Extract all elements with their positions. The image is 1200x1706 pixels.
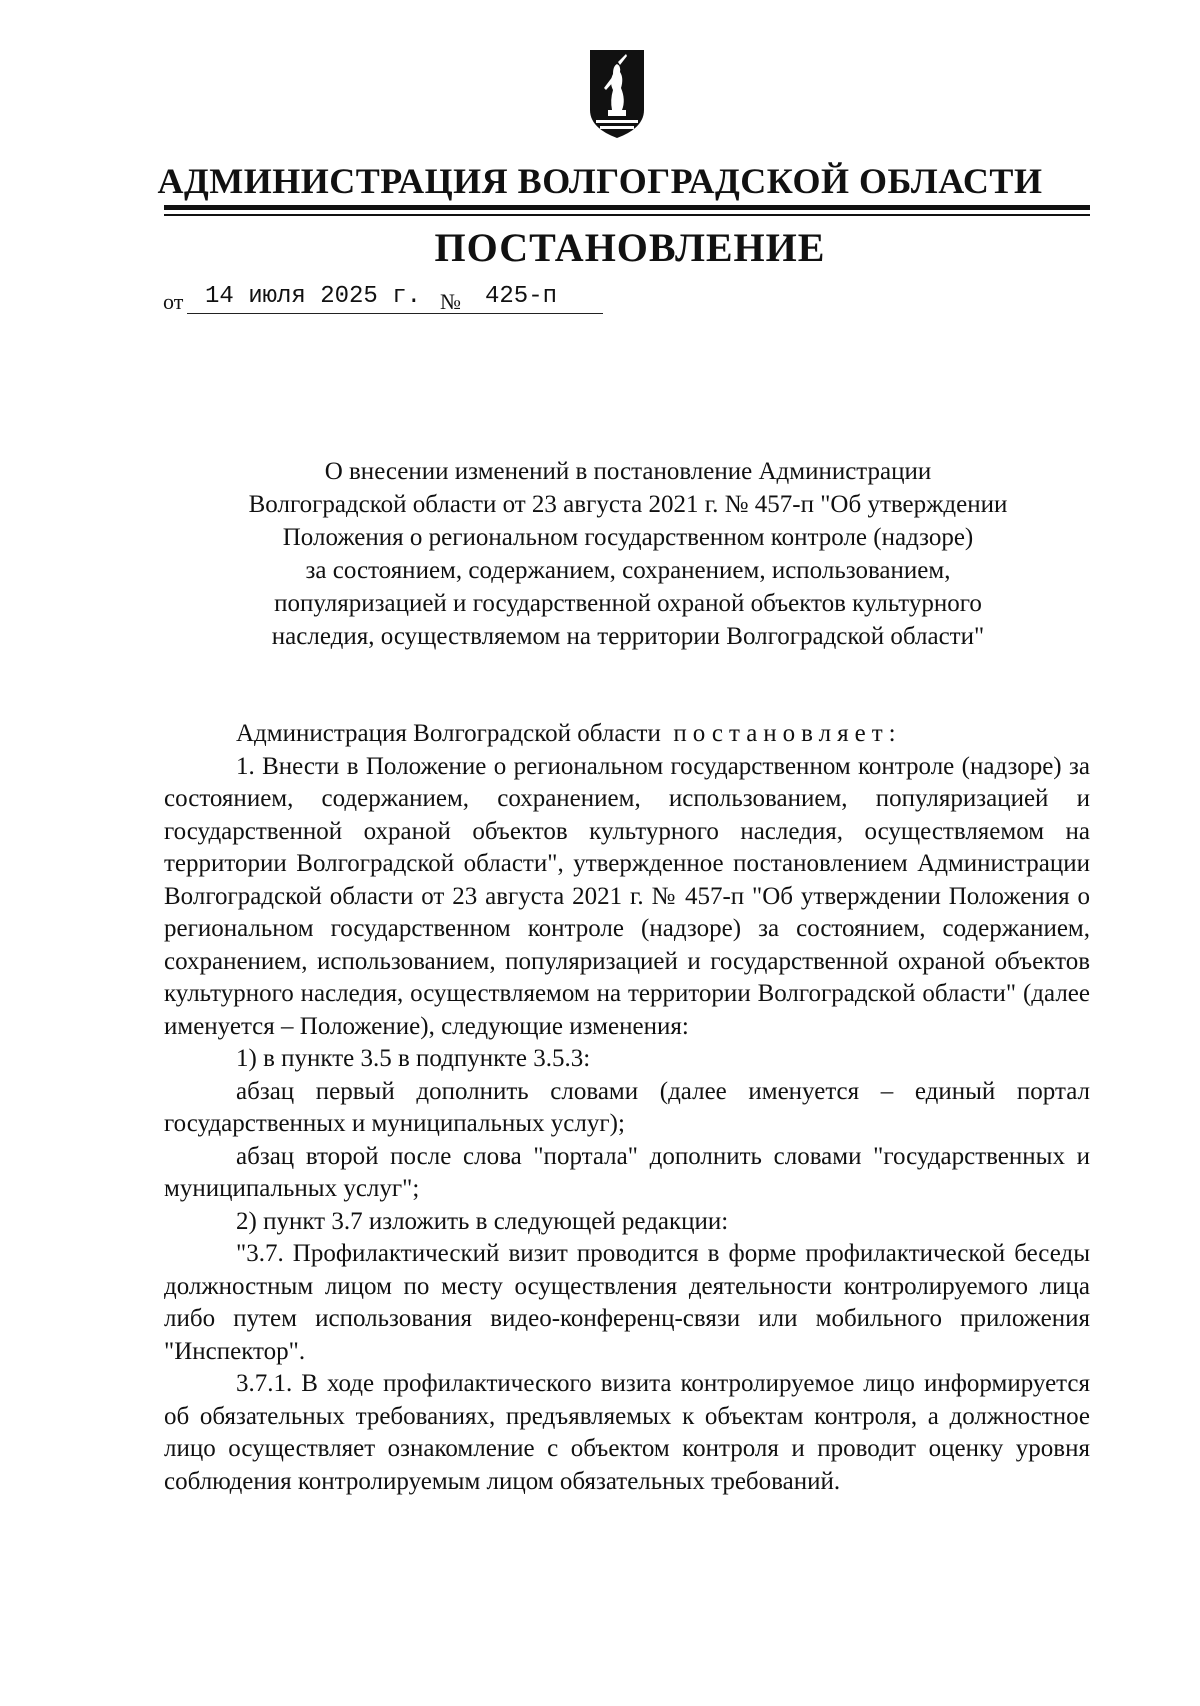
- organization-name: АДМИНИСТРАЦИЯ ВОЛГОГРАДСКОЙ ОБЛАСТИ: [157, 161, 1043, 201]
- document-number: 425-п: [485, 283, 558, 310]
- header-rule-thick: [164, 205, 1090, 210]
- subitem-2: 2) пункт 3.7 изложить в следующей редакции:: [236, 1207, 729, 1235]
- subitem-1: 1) в пункте 3.5 в подпункте 3.5.3:: [236, 1045, 591, 1072]
- document-title: [150, 455, 1106, 653]
- document-type: ПОСТАНОВЛЕНИЕ: [434, 225, 826, 270]
- document-date: 14 июля 2025 г.: [205, 283, 422, 310]
- decree-word: постановляет:: [673, 720, 902, 747]
- preamble-text: Администрация Волгоградской области: [236, 720, 661, 747]
- clause-3-7-1: 3.7.1. В ходе профилактического визита контролируемое лицо информируется об обязательных требованиях, предъявляемых к объектам контроля, а должностное лицо осуществляет ознакомление с объектом контроля и проводит оценку уровня соблюдения контролируемым лицом обязательных требований.: [164, 1370, 1090, 1495]
- document-body: [164, 718, 1090, 1498]
- date-underline: [187, 313, 603, 314]
- coat-of-arms-icon: [588, 48, 646, 142]
- title-line: наследия, осуществляемом на территории Волгоградской области": [271, 623, 985, 650]
- subitem-1-paragraph-a: абзац первый дополнить словами (далее именуется – единый портал государственных и муниципальных услуг);: [164, 1077, 1090, 1137]
- title-line: популяризацией и государственной охраной объектов культурного: [274, 590, 982, 617]
- title-line: Положения о региональном государственном контроле (надзоре): [282, 524, 974, 551]
- date-from-label: от: [163, 289, 184, 314]
- title-line: Волгоградской области от 23 августа 2021 г. № 457-п "Об утверждении: [248, 491, 1008, 518]
- preamble: [164, 718, 1090, 751]
- item-1: 1. Внести в Положение о региональном государственном контроле (надзоре) за состоянием, содержанием, сохранением, использованием, популяризацией и государственной охраной объектов культурного наследия, осуществляемом на территории Волгоградской области", утвержденное постановлением Администрации Волгоградской области от 23 августа 2021 г. № 457-п "Об утверждении Положения о региональном государственном контроле (надзоре) за состоянием, содержанием, сохранением, использованием, популяризацией и государственной охраной объектов культурного наследия, осуществляемом на территории Волгоградской области" (далее именуется – Положение), следующие изменения:: [164, 752, 1090, 1040]
- number-label: №: [440, 289, 461, 314]
- header-rule-thin: [164, 214, 1090, 216]
- title-line: О внесении изменений в постановление Администрации: [324, 458, 932, 485]
- subitem-1-paragraph-b: абзац второй после слова "портала" дополнить словами "государственных и муниципальных услуг";: [164, 1142, 1090, 1202]
- title-line: за состоянием, содержанием, сохранением, использованием,: [305, 557, 951, 584]
- clause-3-7: "3.7. Профилактический визит проводится в форме профилактической беседы должностным лицом по месту осуществления деятельности контролируемого лица либо путем использования видео-конференц-связи или мобильного приложения "Инспектор".: [164, 1240, 1090, 1365]
